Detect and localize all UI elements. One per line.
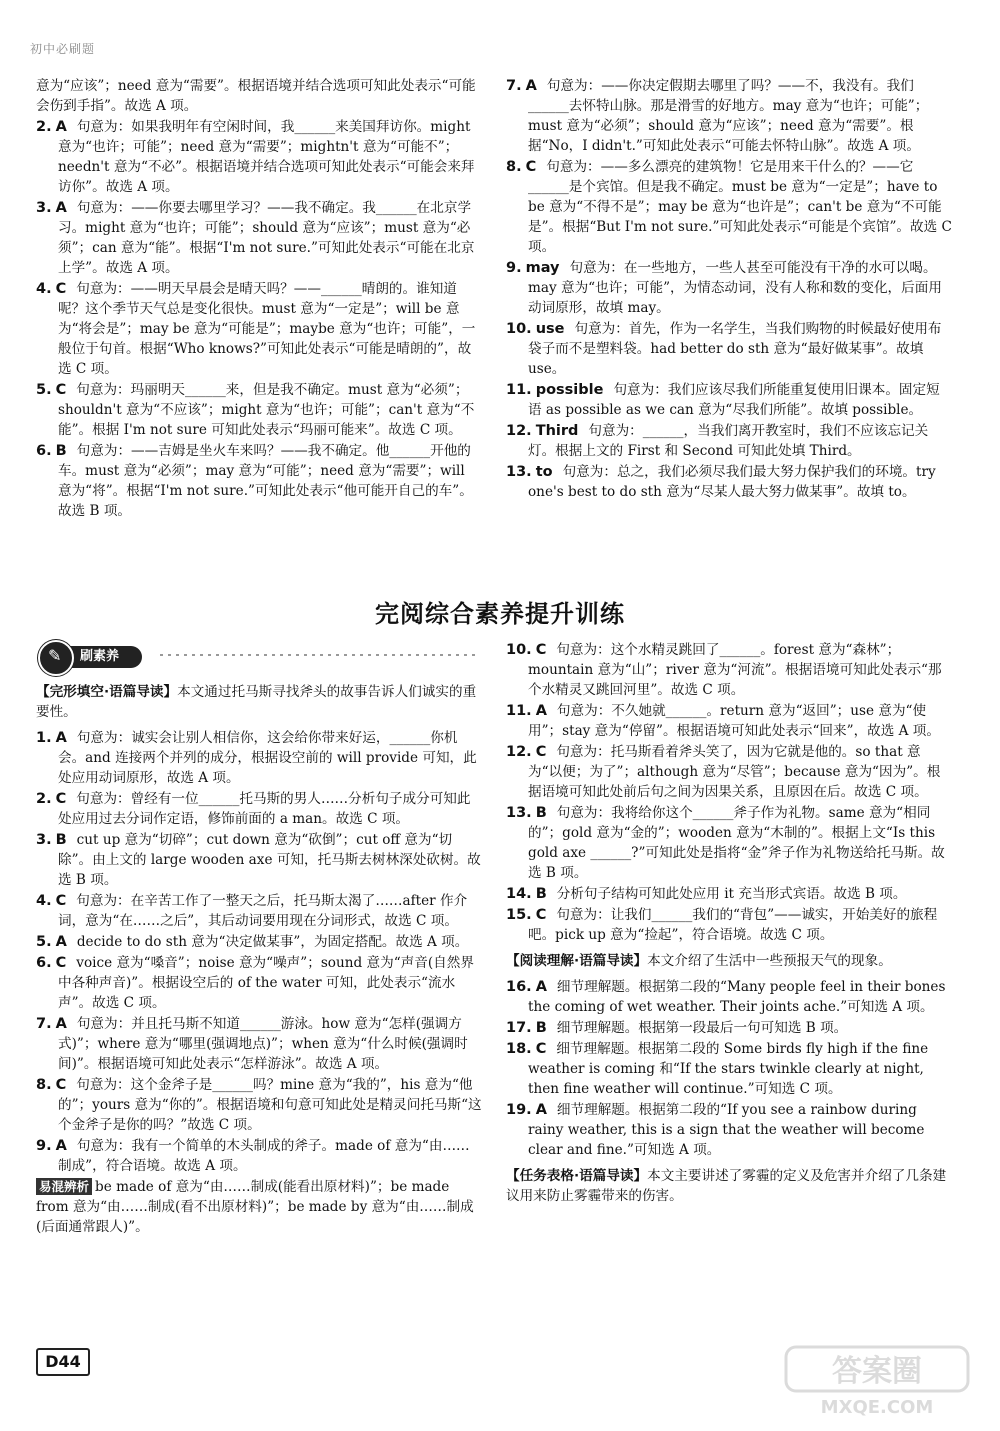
answer-item bbox=[506, 905, 952, 945]
page-number: D44 bbox=[36, 1348, 90, 1376]
answer-item bbox=[506, 76, 952, 156]
item-explanation: 分析句子结构可知此处应用 it 充当形式宾语。故选 B 项。 bbox=[556, 886, 907, 902]
item-explanation: 句意为：我将给你这个______斧子作为礼物。same 意为“相同的”；gold 意为“金的”；wooden 意为“木制的”。根据上文“Is this gold axe ______?”可知此处是指将“金”斧子作为礼物送给托马斯。故选 B 项。 bbox=[528, 805, 945, 881]
item-explanation: decide to do sth 意为“决定做某事”，为固定搭配。故选 A 项。 bbox=[76, 934, 469, 950]
item-number: 10. bbox=[506, 321, 532, 337]
task-guide-text: 本文主要讲述了雾霾的定义及危害并介绍了几条建议用来防止雾霾带来的伤害。 bbox=[506, 1168, 947, 1204]
item-answer: A bbox=[535, 1102, 547, 1118]
item-answer: B bbox=[535, 1020, 547, 1036]
answer-item bbox=[36, 728, 482, 788]
item-number: 12. bbox=[506, 744, 532, 760]
answer-item bbox=[36, 441, 482, 521]
cloze-answer-list bbox=[36, 728, 482, 1176]
item-number: 2. bbox=[36, 791, 52, 807]
answer-item bbox=[506, 319, 952, 379]
item-answer: C bbox=[535, 907, 547, 923]
top-left-column bbox=[36, 76, 482, 522]
item-answer: C bbox=[55, 955, 67, 971]
answer-item bbox=[36, 1136, 482, 1176]
cloze-guide bbox=[36, 682, 482, 722]
item-explanation: 句意为：——明天早晨会是晴天吗？——______晴朗的。谁知道呢？这个季节天气总是变化很快。must 意为“一定是”；will be 意为“将会是”；may be 意为“可能是”；maybe 意为“也许；可能”，一般位于句首。根据“Who knows?”可知此处表示“可能是晴朗的”，故选 C 项。 bbox=[58, 281, 476, 377]
answer-item bbox=[36, 1075, 482, 1135]
item-answer: C bbox=[55, 1077, 67, 1093]
item-answer: C bbox=[535, 642, 547, 658]
item-number: 1. bbox=[36, 730, 52, 746]
item-answer: C bbox=[535, 744, 547, 760]
item-answer: to bbox=[535, 464, 553, 480]
answer-item bbox=[506, 1039, 952, 1099]
item-number: 6. bbox=[36, 955, 52, 971]
answer-item bbox=[36, 198, 482, 278]
item-explanation: 句意为：并且托马斯不知道______游泳。how 意为“怎样(强调方式)”；where 意为“哪里(强调地点)”；when 意为“什么时候(强调时间)”。根据语境可知此处表示“怎样游泳”。故选 A 项。 bbox=[58, 1016, 468, 1072]
item-answer: C bbox=[55, 791, 67, 807]
answer-item bbox=[36, 830, 482, 890]
cloze-answer-list-2 bbox=[506, 640, 952, 945]
item-explanation: 句意为：玛丽明天______来，但是我不确定。must 意为“必须”；shouldn't 意为“不应该”；might 意为“也许；可能”；can't 意为“不能”。根据 I'm not sure 可知此处表示“玛丽可能来”。故选 C 项。 bbox=[58, 382, 475, 438]
item-number: 2. bbox=[36, 119, 52, 135]
answer-item bbox=[36, 279, 482, 379]
answer-item bbox=[36, 789, 482, 829]
item-answer: C bbox=[55, 893, 67, 909]
reading-guide-text: 本文介绍了生活中一些预报天气的现象。 bbox=[647, 953, 892, 969]
item-number: 9. bbox=[36, 1138, 52, 1154]
item-explanation: voice 意为“嗓音”；noise 意为“噪声”；sound 意为“声音(自然界中各种声音)”。根据设空后的 of the water 可知，此处表示“流水声”。故选 C 项。 bbox=[58, 955, 474, 1011]
reading-guide-tag: 【阅读理解·语篇导读】 bbox=[506, 953, 648, 969]
answer-item bbox=[506, 1018, 952, 1038]
item-answer: A bbox=[55, 730, 67, 746]
item-explanation: 句意为：不久她就______。return 意为“返回”；use 意为“使用”；stay 意为“停留”。根据语境可知此处表示“回来”，故选 A 项。 bbox=[528, 703, 940, 739]
answer-item bbox=[506, 742, 952, 802]
badge-label: 刷素养 bbox=[54, 646, 142, 668]
top-right-column bbox=[506, 76, 952, 503]
item-number: 13. bbox=[506, 464, 532, 480]
item-answer: B bbox=[535, 805, 547, 821]
badge bbox=[36, 640, 146, 670]
item-explanation: 句意为：——你决定假期去哪里了吗？——不，我没有。我们______去怀特山脉。那是滑雪的好地方。may 意为“也许；可能”；must 意为“必须”；should 意为“应该”；need 意为“需要”。根据“No，I didn't.”可知此处表示“可能去怀特山脉”。故选 A 项。 bbox=[528, 78, 929, 154]
item-number: 8. bbox=[506, 159, 522, 175]
reading-answer-list bbox=[506, 977, 952, 1160]
answer-item bbox=[506, 157, 952, 257]
item-explanation: 句意为：在一些地方，一些人甚至可能没有干净的水可以喝。may 意为“也许；可能”，为情态动词，没有人称和数的变化，后面用动词原形，故填 may。 bbox=[528, 260, 942, 316]
bottom-right-column bbox=[506, 640, 952, 1212]
item-answer: A bbox=[55, 119, 67, 135]
item-explanation: 句意为：曾经有一位______托马斯的男人……分析句子成分可知此处应用过去分词作定语，修饰前面的 a man。故选 C 项。 bbox=[58, 791, 471, 827]
item-answer: C bbox=[55, 382, 67, 398]
watermark-logo bbox=[782, 1341, 972, 1421]
item-number: 10. bbox=[506, 642, 532, 658]
answer-item bbox=[506, 640, 952, 700]
cloze-guide-tag: 【完形填空·语篇导读】 bbox=[36, 684, 178, 700]
item-number: 12. bbox=[506, 423, 532, 439]
item-explanation: 句意为：托马斯看着斧头笑了，因为它就是他的。so that 意为“以便；为了”；although 意为“尽管”；because 意为“因为”。根据语境可知此处前后句之间为因果关系，且原因在后。故选 C 项。 bbox=[528, 744, 941, 800]
svg-text:MXQE.COM: MXQE.COM bbox=[820, 1397, 934, 1418]
item-explanation: 句意为：——吉姆是坐火车来吗？——我不确定。他______开他的车。must 意为“必须”；may 意为“可能”；need 意为“需要”；will 意为“将”。根据“I'm not sure.”可知此处表示“他可能开自己的车”。故选 B 项。 bbox=[58, 443, 473, 519]
item-explanation: 句意为：——你要去哪里学习？——我不确定。我______在北京学习。might 意为“也许；可能”；should 意为“应该”；must 意为“必须”；can 意为“能”。根据“I'm not sure.”可知此处表示“可能在北京上学”。故选 A 项。 bbox=[58, 200, 475, 276]
item-number: 5. bbox=[36, 934, 52, 950]
item-explanation: 句意为：这个水精灵跳回了______。forest 意为“森林”；mountain 意为“山”；river 意为“河流”。根据语境可知此处表示“那个水精灵又跳回河里”。故选 C 项。 bbox=[528, 642, 942, 698]
item-number: 3. bbox=[36, 200, 52, 216]
item-answer: Third bbox=[535, 423, 579, 439]
item-number: 8. bbox=[36, 1077, 52, 1093]
item-answer: A bbox=[55, 1016, 67, 1032]
item-explanation: 句意为：总之，我们必须尽我们最大努力保护我们的环境。try one's best to do sth 意为“尽某人最大努力做某事”。故填 to。 bbox=[528, 464, 936, 500]
item-explanation: 句意为：我有一个简单的木头制成的斧子。made of 意为“由……制成”，符合语境。故选 A 项。 bbox=[58, 1138, 470, 1174]
item-answer: C bbox=[55, 281, 67, 297]
item-explanation: 句意为：我们应该尽我们所能重复使用旧课本。固定短语 as possible as we can 意为“尽我们所能”。故填 possible。 bbox=[528, 382, 940, 418]
pencil-icon: ✎ bbox=[38, 640, 74, 676]
reading-guide bbox=[506, 951, 952, 971]
item-answer: A bbox=[535, 979, 547, 995]
answer-item bbox=[506, 380, 952, 420]
answer-item bbox=[506, 462, 952, 502]
item-explanation: 句意为：让我们______我们的“背包”——诚实，开始美好的旅程吧。pick up 意为“捡起”，符合语境。故选 C 项。 bbox=[528, 907, 938, 943]
item-number: 7. bbox=[36, 1016, 52, 1032]
item-answer: may bbox=[525, 260, 560, 276]
cloze-guide-text: 本文通过托马斯寻找斧头的故事告诉人们诚实的重要性。 bbox=[36, 684, 477, 720]
item-explanation: 句意为：如果我明年有空闲时间，我______来美国拜访你。might 意为“也许；可能”；need 意为“需要”；mightn't 意为“可能不”；needn't 意为“不必”。根据语境并结合选项可知此处表示“可能会来拜访你”。故选 A 项。 bbox=[58, 119, 475, 195]
section-title: 完阅综合素养提升训练 bbox=[375, 600, 625, 628]
item-answer: A bbox=[55, 200, 67, 216]
answer-item bbox=[36, 932, 482, 952]
item-explanation: 句意为：在辛苦工作了一整天之后，托马斯太渴了……after 作介词，意为“在……之后”，其后动词要用现在分词形式，故选 C 项。 bbox=[58, 893, 468, 929]
item-explanation: 细节理解题。根据第二段的“If you see a rainbow during rainy weather, this is a sign that the weather will become clear and fine.”可知选 A 项。 bbox=[528, 1102, 925, 1158]
item-answer: A bbox=[525, 78, 537, 94]
item-answer: use bbox=[535, 321, 565, 337]
item-number: 19. bbox=[506, 1102, 532, 1118]
item-explanation: 句意为：这个金斧子是______吗？mine 意为“我的”，his 意为“他的”；yours 意为“你的”。根据语境和句意可知此处是精灵问托马斯“这个金斧子是你的吗？”故选 C 项。 bbox=[58, 1077, 482, 1133]
item-explanation: 细节理解题。根据第二段的 Some birds fly high if the fine weather is coming 和“If the stars twinkle clearly at night, then fine weather will continue.”可知选 C 项。 bbox=[528, 1041, 929, 1097]
answer-item bbox=[506, 977, 952, 1017]
item-explanation: 句意为：诚实会让别人相信你，这会给你带来好运，______你机会。and 连接两个并列的成分，根据设空前的 will provide 可知，此处应用动词原形，故选 A 项。 bbox=[58, 730, 477, 786]
item-explanation: cut up 意为“切碎”；cut down 意为“砍倒”；cut off 意为“切除”。由上文的 large wooden axe 可知，托马斯去树林深处砍树。故选 B 项。 bbox=[58, 832, 481, 888]
item-number: 11. bbox=[506, 382, 532, 398]
item-answer: B bbox=[535, 886, 547, 902]
item-explanation: 细节理解题。根据第一段最后一句可知选 B 项。 bbox=[556, 1020, 848, 1036]
item-number: 5. bbox=[36, 382, 52, 398]
item-number: 9. bbox=[506, 260, 522, 276]
task-guide bbox=[506, 1166, 952, 1206]
answer-item bbox=[506, 884, 952, 904]
item-explanation: 句意为：______，当我们离开教室时，我们不应该忘记关灯。根据上文的 First 和 Second 可知此处填 Third。 bbox=[528, 423, 929, 459]
item-number: 3. bbox=[36, 832, 52, 848]
item-number: 13. bbox=[506, 805, 532, 821]
item-answer: B bbox=[55, 832, 67, 848]
answer-item bbox=[36, 891, 482, 931]
item-answer: A bbox=[535, 703, 547, 719]
item-answer: C bbox=[525, 159, 537, 175]
item-number: 18. bbox=[506, 1041, 532, 1057]
item-explanation: 细节理解题。根据第二段的“Many people feel in their bones the coming of wet weather. Their joints ache.”可知选 A 项。 bbox=[528, 979, 946, 1015]
item-explanation: 句意为：——多么漂亮的建筑物！它是用来干什么的？——它______是个宾馆。但是我不确定。must be 意为“一定是”；have to be 意为“不得不是”；may be 意为“也许是”；can't be 意为“不可能是”。根据“But I'm not sure.”可知此处表示“可能是个宾馆”。故选 C 项。 bbox=[528, 159, 952, 255]
item-number: 16. bbox=[506, 979, 532, 995]
item-number: 14. bbox=[506, 886, 532, 902]
item-number: 4. bbox=[36, 281, 52, 297]
answer-item bbox=[506, 701, 952, 741]
item-answer: A bbox=[55, 934, 67, 950]
item-number: 7. bbox=[506, 78, 522, 94]
bottom-left-column bbox=[36, 676, 482, 1238]
item-explanation: 句意为：首先，作为一名学生，当我们购物的时候最好使用布袋子而不是塑料袋。had better do sth 意为“最好做某事”。故填 use。 bbox=[528, 321, 942, 377]
answer-item bbox=[506, 421, 952, 461]
item-number: 15. bbox=[506, 907, 532, 923]
confuse-note bbox=[36, 1177, 482, 1237]
item-number: 17. bbox=[506, 1020, 532, 1036]
item-number: 6. bbox=[36, 443, 52, 459]
svg-text:答案圈: 答案圈 bbox=[832, 1354, 922, 1389]
answer-item bbox=[36, 953, 482, 1013]
answer-item bbox=[36, 117, 482, 197]
item-answer: C bbox=[535, 1041, 547, 1057]
item-answer: possible bbox=[535, 382, 604, 398]
item-answer: A bbox=[55, 1138, 67, 1154]
answer-item bbox=[36, 380, 482, 440]
answer-item bbox=[506, 803, 952, 883]
item-number: 11. bbox=[506, 703, 532, 719]
running-header: 初中必刷题 bbox=[30, 42, 96, 56]
answer-item bbox=[36, 1014, 482, 1074]
item-number: 4. bbox=[36, 893, 52, 909]
confuse-text: be made of 意为“由……制成(能看出原材料)”；be made from 意为“由……制成(看不出原材料)”；be made by 意为“由……制成(后面通常跟人)”。 bbox=[36, 1179, 474, 1235]
answer-continuation: 意为“应该”；need 意为“需要”。根据语境并结合选项可知此处表示“可能会伤到手指”。故选 A 项。 bbox=[36, 78, 476, 114]
answer-item bbox=[506, 1100, 952, 1160]
item-answer: B bbox=[55, 443, 67, 459]
confuse-tag: 易混辨析 bbox=[36, 1178, 92, 1195]
dotted-divider bbox=[160, 654, 480, 656]
task-guide-tag: 【任务表格·语篇导读】 bbox=[506, 1168, 648, 1184]
answer-item bbox=[506, 258, 952, 318]
